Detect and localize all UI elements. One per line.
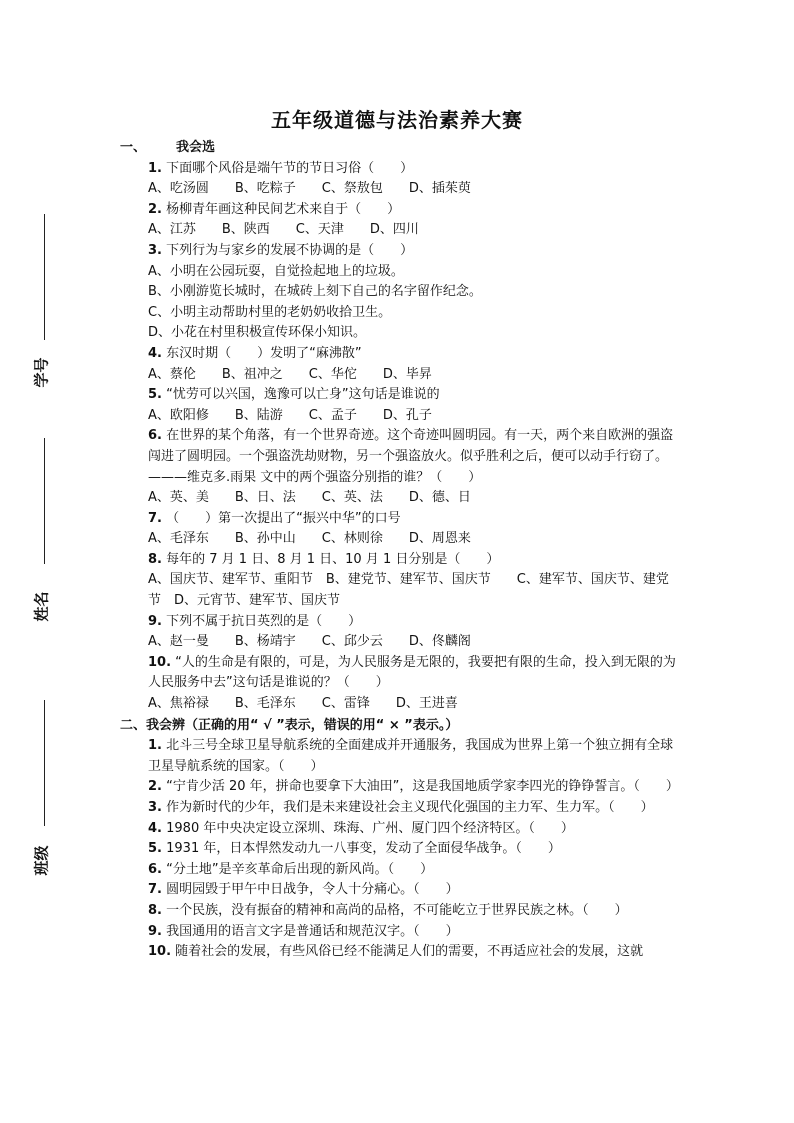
judge-question	[120, 777, 680, 798]
judge-question	[120, 901, 680, 922]
question-number: 5.	[148, 387, 162, 403]
choice-question	[120, 385, 680, 406]
section-choice-heading	[120, 138, 680, 159]
answer-options: A、赵一曼 B、杨靖宇 C、邱少云 D、佟麟阁	[148, 634, 471, 650]
judge-question	[120, 819, 680, 840]
question-text: “忧劳可以兴国，逸豫可以亡身”这句话是谁说的	[166, 387, 440, 403]
answer-options: A、焦裕禄 B、毛泽东 C、雷锋 D、王进喜	[148, 696, 458, 712]
question-text: “宁肯少活 20 年，拼命也要拿下大油田”，这是我国地质学家李四光的铮铮誓言。（ ）	[166, 779, 679, 795]
question-number: 6.	[148, 861, 162, 877]
judge-question-list	[120, 736, 680, 963]
choice-question	[120, 653, 680, 694]
answer-options: A、吃汤圆 B、吃粽子 C、祭敖包 D、插茱萸	[148, 181, 471, 197]
section-judge-heading: 二、我会辨（正确的用“ √ ”表示，错误的用“ × ”表示。）	[120, 717, 459, 733]
question-number: 10.	[148, 654, 172, 670]
question-text: 下列不属于抗日英烈的是（ ）	[166, 613, 362, 629]
page-title: 五年级道德与法治素养大赛	[271, 108, 523, 132]
choice-question	[120, 509, 680, 530]
judge-question	[120, 798, 680, 819]
answer-options: B、小刚游览长城时，在城砖上刻下自己的名字留作纪念。	[148, 284, 482, 300]
question-text: 下面哪个风俗是端午节的节日习俗（ ）	[166, 160, 414, 176]
question-text: 圆明园毁于甲午中日战争，令人十分痛心。（ ）	[166, 882, 459, 898]
question-text: 1980 年中央决定设立深圳、珠海、广州、厦门四个经济特区。（ ）	[166, 820, 574, 836]
choice-question	[120, 426, 680, 488]
question-number: 1.	[148, 738, 162, 754]
choice-question	[120, 200, 680, 221]
question-text: （ ）第一次提出了“振兴中华”的口号	[166, 510, 401, 526]
judge-question	[120, 860, 680, 881]
answer-options: A、欧阳修 B、陆游 C、孟子 D、孔子	[148, 407, 432, 423]
choice-question	[120, 550, 680, 571]
judge-question	[120, 880, 680, 901]
question-text: “人的生命是有限的，可是，为人民服务是无限的，我要把有限的生命，投入到无限的为人民服务中去”这句话是谁说的？（ ）	[148, 654, 676, 691]
question-number: 3.	[148, 800, 162, 815]
question-text: 杨柳青年画这种民间艺术来自于（ ）	[166, 201, 401, 217]
question-number: 7.	[148, 510, 162, 526]
answer-options: A、江苏 B、陕西 C、天津 D、四川	[148, 222, 419, 238]
answer-options: D、小花在村里积极宣传环保小知识。	[148, 325, 367, 341]
answer-options: A、英、美 B、日、法 C、英、法 D、德、日	[148, 490, 471, 506]
choice-question	[120, 241, 680, 262]
section-number: 一、	[120, 140, 147, 155]
question-text: 东汉时期（ ）发明了“麻沸散”	[166, 345, 362, 361]
question-number: 9.	[148, 923, 162, 939]
question-number: 3.	[148, 242, 162, 258]
question-number: 4.	[148, 345, 162, 361]
section-title: 我会选	[176, 140, 216, 155]
answer-options: A、毛泽东 B、孙中山 C、林则徐 D、周恩来	[148, 531, 471, 547]
question-text: 随着社会的发展，有些风俗已经不能满足人们的需要，不再适应社会的发展，这就	[175, 944, 644, 960]
choice-question	[120, 612, 680, 633]
question-text: 北斗三号全球卫星导航系统的全面建成并开通服务，我国成为世界上第一个独立拥有全球卫星导航系统的国家。（ ）	[148, 738, 674, 774]
answer-options: A、蔡伦 B、祖冲之 C、华佗 D、毕昇	[148, 366, 432, 382]
answer-options: A、国庆节、建军节、重阳节 B、建党节、建军节、国庆节 C、建军节、国庆节、建党节 D、元宵节、建军节、国庆节	[148, 572, 669, 609]
question-text: 在世界的某个角落，有一个世界奇迹。这个奇迹叫圆明园。有一天，两个来自欧洲的强盗闯进了圆明园。一个强盗洗劫财物，另一个强盗放火。似乎胜利之后，便可以动手行窃了。———维克多.雨果 文中的两个强盗分别指的谁？（ ）	[148, 428, 674, 485]
question-text: 下列行为与家乡的发展不协调的是（ ）	[166, 242, 414, 258]
choice-question	[120, 344, 680, 365]
question-text: 1931 年，日本悍然发动九一八事变，发动了全面侵华战争。（ ）	[166, 841, 561, 857]
choice-question-list	[120, 159, 680, 715]
question-text: 一个民族，没有振奋的精神和高尚的品格，不可能屹立于世界民族之林。（ ）	[166, 902, 628, 918]
answer-options: C、小明主动帮助村里的老奶奶收拾卫生。	[148, 304, 392, 320]
question-number: 7.	[148, 882, 162, 898]
question-number: 1.	[148, 160, 162, 176]
question-number: 2.	[148, 779, 162, 795]
question-text: 我国通用的语言文字是普通话和规范汉字。（ ）	[166, 923, 459, 939]
question-text: “分土地”是辛亥革命后出现的新风尚。（ ）	[166, 861, 434, 877]
question-number: 6.	[148, 428, 162, 444]
exam-content	[120, 138, 680, 963]
question-number: 2.	[148, 201, 162, 217]
question-number: 9.	[148, 613, 162, 629]
class-line	[44, 700, 45, 826]
question-number: 8.	[148, 902, 162, 918]
class-label: 班级	[32, 845, 51, 876]
name-label: 姓名	[32, 591, 51, 622]
question-text: 每年的 7 月 1 日、8 月 1 日、10 月 1 日分别是（ ）	[166, 551, 500, 567]
question-text: 作为新时代的少年，我们是未来建设社会主义现代化强国的主力军、生力军。（ ）	[166, 800, 654, 815]
question-number: 8.	[148, 551, 162, 567]
question-number: 10.	[148, 944, 172, 960]
name-line	[44, 438, 45, 564]
question-number: 5.	[148, 841, 162, 857]
judge-question	[120, 922, 680, 943]
answer-options: A、小明在公园玩耍，自觉捡起地上的垃圾。	[148, 263, 404, 279]
student-id-label: 学号	[32, 357, 51, 388]
student-id-line	[44, 214, 45, 340]
judge-question	[120, 839, 680, 860]
judge-question	[120, 736, 680, 777]
judge-question	[120, 942, 680, 963]
question-number: 4.	[148, 820, 162, 836]
choice-question	[120, 159, 680, 180]
